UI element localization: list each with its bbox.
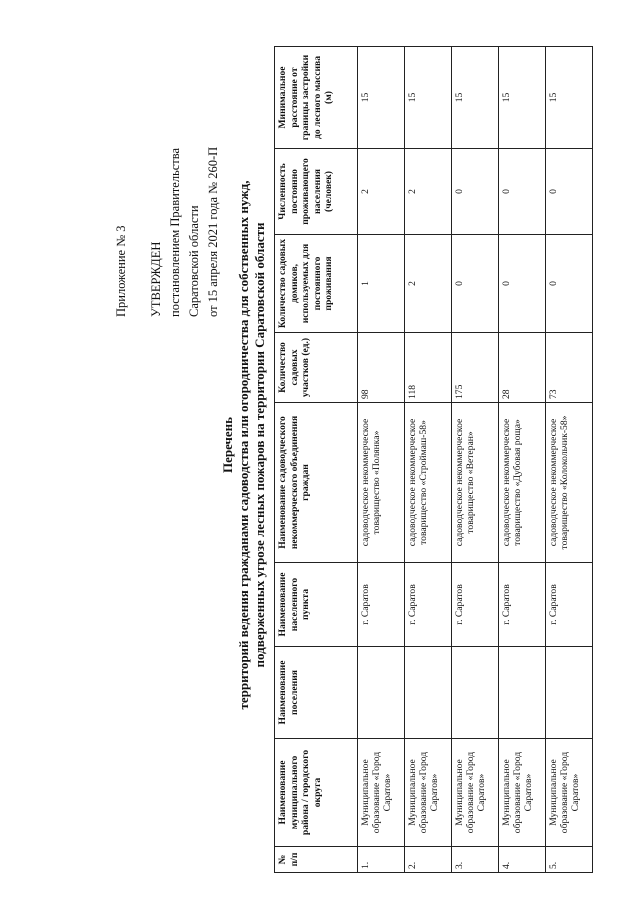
houses-count-cell: 0 bbox=[452, 235, 499, 333]
residents-count-cell: 2 bbox=[358, 149, 405, 235]
settlement-cell bbox=[358, 647, 405, 739]
document-subtitle: территорий ведения гражданами садоводства или огородничества для собственных нужд, bbox=[236, 180, 251, 710]
distance-cell: 15 bbox=[452, 47, 499, 149]
approval-line: постановлением Правительства bbox=[168, 147, 182, 317]
locality-cell: г. Саратов bbox=[499, 563, 546, 647]
header-cell: Количество садовых домиков, используемых для постоянного проживания bbox=[275, 235, 358, 333]
locality-cell: г. Саратов bbox=[405, 563, 452, 647]
approval-date: от 15 апреля 2021 года № 260-П bbox=[206, 146, 220, 317]
row-number: 1. bbox=[358, 847, 405, 873]
table-row bbox=[452, 47, 499, 873]
header-cell: Наименование муниципального района / городского округа bbox=[275, 739, 358, 847]
association-cell: садоводческое некоммерческое товарищество «Колокольчик-58» bbox=[546, 403, 593, 563]
residents-count-cell: 0 bbox=[499, 149, 546, 235]
association-cell: садоводческое некоммерческое товарищество «Ветеран» bbox=[452, 403, 499, 563]
document-heading bbox=[220, 15, 268, 875]
houses-count-cell: 0 bbox=[546, 235, 593, 333]
table-row bbox=[499, 47, 546, 873]
table-row bbox=[358, 47, 405, 873]
distance-cell: 15 bbox=[358, 47, 405, 149]
district-cell: Муниципальное образование «Город Саратов» bbox=[358, 739, 405, 847]
header-cell: Количество садовых участков (ед.) bbox=[275, 333, 358, 403]
header-cell: Наименование поселения bbox=[275, 647, 358, 739]
district-cell: Муниципальное образование «Город Саратов» bbox=[452, 739, 499, 847]
houses-count-cell: 0 bbox=[499, 235, 546, 333]
appendix-number: Приложение № 3 bbox=[114, 225, 128, 317]
district-cell: Муниципальное образование «Город Саратов» bbox=[499, 739, 546, 847]
header-cell: Наименование садоводческого некоммерческого объединения граждан bbox=[275, 403, 358, 563]
header-cell: Наименование населенного пункта bbox=[275, 563, 358, 647]
houses-count-cell: 1 bbox=[358, 235, 405, 333]
approved-label: УТВЕРЖДЕН bbox=[149, 241, 163, 317]
plots-count-cell: 98 bbox=[358, 333, 405, 403]
district-cell: Муниципальное образование «Город Саратов» bbox=[546, 739, 593, 847]
distance-cell: 15 bbox=[546, 47, 593, 149]
settlement-cell bbox=[405, 647, 452, 739]
settlement-cell bbox=[499, 647, 546, 739]
residents-count-cell: 0 bbox=[546, 149, 593, 235]
locality-cell: г. Саратов bbox=[358, 563, 405, 647]
table-row bbox=[546, 47, 593, 873]
settlement-cell bbox=[546, 647, 593, 739]
header-cell: № п/п bbox=[275, 847, 358, 873]
row-number: 4. bbox=[499, 847, 546, 873]
association-cell: садоводческое некоммерческое товарищество «Строймаш-58» bbox=[405, 403, 452, 563]
plots-count-cell: 28 bbox=[499, 333, 546, 403]
row-number: 2. bbox=[405, 847, 452, 873]
approval-line: Саратовской области bbox=[187, 205, 201, 317]
association-cell: садоводческое некоммерческое товарищество «Полянка» bbox=[358, 403, 405, 563]
houses-count-cell: 2 bbox=[405, 235, 452, 333]
table-row bbox=[405, 47, 452, 873]
distance-cell: 15 bbox=[499, 47, 546, 149]
residents-count-cell: 2 bbox=[405, 149, 452, 235]
territories-table bbox=[274, 46, 593, 873]
locality-cell: г. Саратов bbox=[452, 563, 499, 647]
table-header-row bbox=[275, 47, 358, 873]
header-cell: Численность постоянно проживающего населения (человек) bbox=[275, 149, 358, 235]
residents-count-cell: 0 bbox=[452, 149, 499, 235]
row-number: 3. bbox=[452, 847, 499, 873]
approval-stamp bbox=[112, 17, 223, 317]
association-cell: садоводческое некоммерческое товарищество «Дубовая роща» bbox=[499, 403, 546, 563]
district-cell: Муниципальное образование «Город Саратов» bbox=[405, 739, 452, 847]
row-number: 5. bbox=[546, 847, 593, 873]
document-title: Перечень bbox=[220, 416, 235, 474]
document-subtitle: подверженных угрозе лесных пожаров на территории Саратовской области bbox=[252, 222, 267, 668]
distance-cell: 15 bbox=[405, 47, 452, 149]
locality-cell: г. Саратов bbox=[546, 563, 593, 647]
plots-count-cell: 118 bbox=[405, 333, 452, 403]
plots-count-cell: 175 bbox=[452, 333, 499, 403]
settlement-cell bbox=[452, 647, 499, 739]
header-cell: Минимальное расстояние от границы застройки до лесного массива (м) bbox=[275, 47, 358, 149]
plots-count-cell: 73 bbox=[546, 333, 593, 403]
rotated-content bbox=[18, 15, 618, 875]
